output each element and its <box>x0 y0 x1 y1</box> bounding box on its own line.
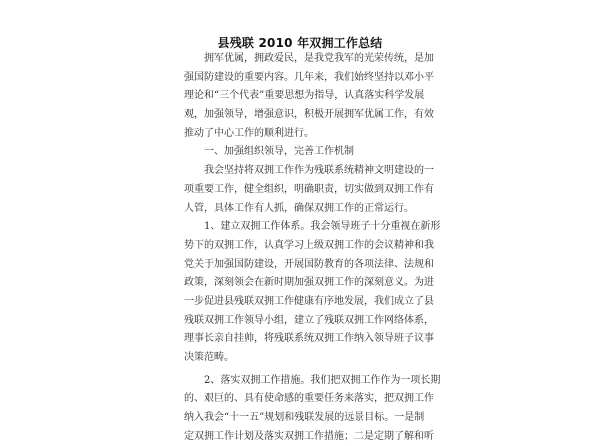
paragraph-line: 项重要工作，健全组织，明确职责，切实做到双拥工作有 <box>184 183 434 195</box>
paragraph-line: 人管，具体工作有人抓，确保双拥工作的正常运行。 <box>184 202 414 214</box>
paragraph-line: 拥军优属，拥政爱民，是我党我军的光荣传统，是加 <box>204 53 434 64</box>
section-heading: 一、加强组织领导，完善工作机制 <box>204 146 354 158</box>
document-title: 县残联 2010 年双拥工作总结 <box>217 36 383 50</box>
paragraph-line: 我会坚持将双拥工作作为残联系统精神文明建设的一 <box>204 165 434 177</box>
paragraph-line: 推动了中心工作的顺利进行。 <box>184 127 314 139</box>
paragraph-line: 的、艰巨的、具有使命感的重要任务来落实，把双拥工作 <box>184 393 434 405</box>
paragraph-line: 残联双拥工作领导小组，建立了残联双拥工作网络体系， <box>184 314 434 326</box>
paragraph-line: 政策，深刻领会在新时期加强双拥工作的深刻意义。为进 <box>184 277 434 289</box>
paragraph-line: 定双拥工作计划及落实双拥工作措施；二是定期了解和听 <box>184 430 434 442</box>
paragraph-line: 理事长亲自挂帅，将残联系统双拥工作纳入领导班子议事 <box>184 333 434 345</box>
paragraph-line: 一步促进县残联双拥工作健康有序地发展，我们成立了县 <box>184 295 434 307</box>
paragraph-line: 势下的双拥工作，认真学习上级双拥工作的会议精神和我 <box>184 239 434 251</box>
paragraph-line: 纳入我会“十一五”规划和残联发展的远景目标。一是制 <box>184 412 425 424</box>
paragraph-line: 理论和“三个代表”重要思想为指导，认真落实科学发展 <box>184 90 425 102</box>
paragraph-line: 1、建立双拥工作体系。我会领导班子十分重视在新形 <box>204 221 441 233</box>
paragraph-line: 观，加强领导，增强意识，积极开展拥军优属工作，有效 <box>184 109 434 121</box>
document-body <box>184 50 441 446</box>
paragraph-line: 2、落实双拥工作措施。我们把双拥工作作为一项长期 <box>204 374 441 386</box>
paragraph-line: 党关于加强国防建设，开展国防教育的各项法律、法规和 <box>184 258 434 270</box>
paragraph-line: 强国防建设的重要内容。几年来，我们始终坚持以邓小平 <box>184 71 434 83</box>
paragraph-line: 决策范畴。 <box>184 352 234 363</box>
